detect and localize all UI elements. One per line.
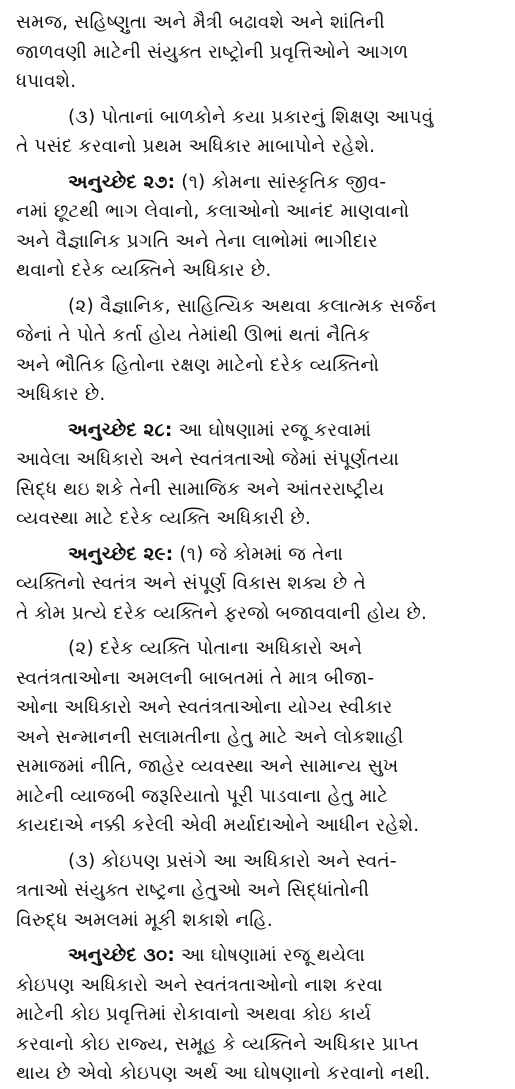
text-line: ધપાવશે. bbox=[16, 71, 77, 92]
text-line bbox=[16, 540, 507, 570]
text-line: ઓના અધિકારો અને સ્વતંત્રતાઓના યોગ્ય સ્વીકાર bbox=[16, 697, 393, 718]
text-run: આ ઘોષણામાં રજૂ કરવામાં bbox=[172, 419, 372, 441]
text-line: કરવાનો કોઇ રાજ્ય, સમૂહ કે વ્યક્તિને અધિકાર પ્રાપ્ત bbox=[16, 1033, 419, 1055]
article-heading: અનુચ્છેદ ૩૦: bbox=[68, 945, 175, 966]
text-line: (૨) વૈજ્ઞાનિક, સાહિત્યિક અથવા કલાત્મક સર્જન bbox=[68, 295, 437, 317]
text-line: જેનાં તે પોતે કર્તા હોય તેમાંથી ઊભાં થતાં નૈતિક bbox=[16, 325, 371, 346]
text-run: (૧) કોમના સાંસ્કૃતિક જીવ- bbox=[175, 171, 387, 193]
text-line: માટેની કોઇ પ્રવૃત્તિમાં રોકાવાનો અથવા કોઇ કાર્ય bbox=[16, 1004, 372, 1025]
text-line: કોઇપણ અધિકારો અને સ્વતંત્રતાઓનો નાશ કરવા bbox=[16, 974, 383, 996]
text-line: વ્યક્તિનો સ્વતંત્ર અને સંપૂર્ણ વિકાસ શક્ય છે તે bbox=[16, 573, 366, 594]
text-line: તે પસંદ કરવાનો પ્રથમ અધિકાર માબાપોને રહેશે. bbox=[16, 136, 376, 157]
text-line: અધિકાર છે. bbox=[16, 384, 106, 405]
paragraph-article-27-2 bbox=[16, 292, 507, 410]
text-line: સમાજમાં નીતિ, જાહેર વ્યવસ્થા અને સામાન્ય સુખ bbox=[16, 756, 399, 777]
article-heading: અનુચ્છેદ ૨૯: bbox=[68, 543, 174, 565]
article-heading: અનુચ્છેદ ૨૭: bbox=[68, 171, 176, 193]
text-line: સ્વતંત્રતાઓના અમલની બાબતમાં તે માત્ર બીજા- bbox=[16, 667, 375, 689]
text-line: કાયદાએ નક્કી કરેલી એવી મર્યાદાઓને આધીન રહેશે. bbox=[16, 815, 420, 836]
text-line bbox=[16, 168, 507, 198]
text-run: આ ઘોષણામાં રજૂ થયેલા bbox=[174, 945, 366, 966]
text-line: નમાં છૂટથી ભાગ લેવાનો, કલાઓનો આનંદ માણવાનો bbox=[16, 201, 410, 222]
text-line: માટેની વ્યાજબી જરૂરિયાતો પૂરી પાડવાના હેતુ માટે bbox=[16, 785, 389, 807]
text-line: (૨) દરેક વ્યક્તિ પોતાના અધિકારો અને bbox=[68, 638, 363, 659]
article-heading: અનુચ્છેદ ૨૮: bbox=[68, 419, 173, 441]
text-line: સમજ, સહિષ્ણુતા અને મૈત્રી બઢાવશે અને શાંતિની bbox=[16, 12, 385, 33]
text-line bbox=[16, 941, 507, 971]
paragraph-article-29-2 bbox=[16, 634, 507, 841]
text-line: સિદ્ધ થઇ શકે તેની સામાજિક અને આંતરરાષ્ટ્રીય bbox=[16, 478, 385, 500]
text-line: આવેલા અધિકારો અને સ્વતંત્રતાઓ જેમાં સંપૂર્ણતયા bbox=[16, 449, 400, 470]
text-line: ત્રતાઓ સંયુક્ત રાષ્ટ્રના હેતુઓ અને સિદ્ધાંતોની bbox=[16, 880, 370, 901]
text-line: વ્યવસ્થા માટે દરેક વ્યક્તિ અધિકારી છે. bbox=[16, 508, 311, 529]
text-line: (૩) કોઇપણ પ્રસંગે આ અધિકારો અને સ્વતં- bbox=[68, 850, 397, 872]
text-run: (૧) જે કોમમાં જ તેના bbox=[173, 543, 344, 565]
text-line: થાય છે એવો કોઇપણ અર્થ આ ઘોષણાનો કરવાનો નથી. bbox=[16, 1063, 431, 1084]
text-line: વિરુદ્ધ અમલમાં મૂકી શકાશે નહિ. bbox=[16, 909, 273, 931]
paragraph-article-26-3 bbox=[16, 103, 507, 162]
paragraph-article-27-1 bbox=[16, 168, 507, 286]
text-line: અને સન્માનની સલામતીના હેતુ માટે અને લોકશાહી bbox=[16, 726, 404, 748]
paragraph-article-29-1 bbox=[16, 540, 507, 629]
paragraph-article-28 bbox=[16, 416, 507, 534]
text-line: અને વૈજ્ઞાનિક પ્રગતિ અને તેના લાભોમાં ભાગીદાર bbox=[16, 230, 378, 252]
paragraph-continuation bbox=[16, 8, 507, 97]
text-line: થવાનો દરેક વ્યક્તિને અધિકાર છે. bbox=[16, 260, 272, 281]
text-line: તે કોમ પ્રત્યે દરેક વ્યક્તિને ફરજો બજાવવાની હોય છે. bbox=[16, 602, 428, 624]
text-line: જાળવણી માટેની સંયુક્ત રાષ્ટ્રોની પ્રવૃત્તિઓને આગળ bbox=[16, 41, 409, 63]
text-line: (૩) પોતાનાં બાળકોને કયા પ્રકારનું શિક્ષણ આપવું bbox=[68, 106, 434, 128]
text-line: અને ભૌતિક હિતોના રક્ષણ માટેનો દરેક વ્યક્તિનો bbox=[16, 354, 380, 376]
paragraph-article-30 bbox=[16, 941, 507, 1089]
paragraph-article-29-3 bbox=[16, 847, 507, 936]
text-line bbox=[16, 416, 507, 446]
